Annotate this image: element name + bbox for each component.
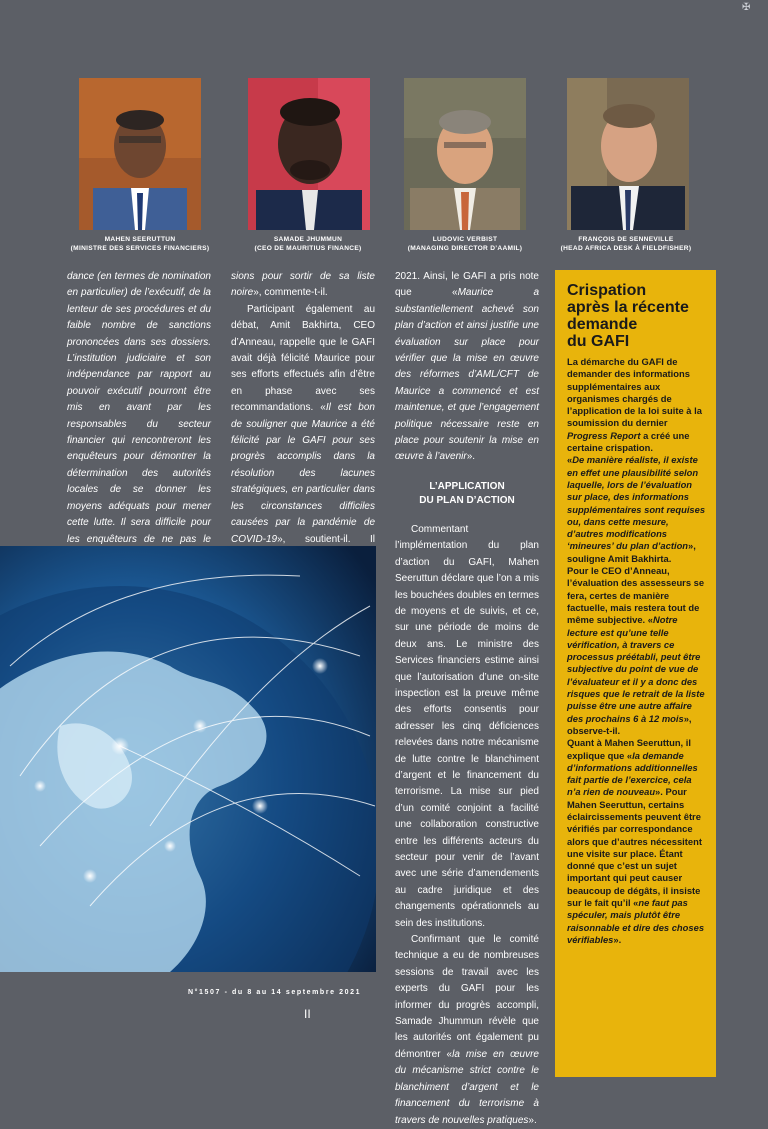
- caption-mahen-seeruttun: [45, 236, 235, 253]
- photo-francois-de-senneville: [567, 78, 689, 230]
- caption-role: (MANAGING DIRECTOR D’AAMIL): [407, 244, 523, 252]
- sidebar-title: Crispation après la récente demande du GAFI: [567, 282, 689, 350]
- caption-name: MAHEN SEERUTTUN: [104, 236, 176, 243]
- article-column-3: [395, 269, 539, 1129]
- page-number: II: [304, 1007, 311, 1021]
- column-2-paragraph-2: Participant également au débat, Amit Bakhirta, CEO d’Anneau, rappelle que le GAFI avait déjà félicité Maurice pour ses efforts effectués afin d’être en phase avec ses recommandations. «Il est bon de souligner que Maurice a été félicité par le GAFI pour ses progrès accomplis dans la résolution des lacunes stratégiques, en particulier dans les circonstances difficiles causées par la pandémie de COVID-19», soutient-il. Il: [231, 303, 375, 545]
- photo-samade-jhummun: [248, 78, 370, 230]
- globe-network-image: [0, 546, 376, 972]
- photo-mahen-seeruttun: [79, 78, 201, 230]
- column-1-paragraph: dance (en termes de nomination en particulier) de l’exécutif, de la lenteur de ses procédures et du faible nombre de sanctions prononcées dans ses dossiers. L’institution judiciaire et son indépendance par rapport au pouvoir exécutif pourront être mis en avant par les responsables du secteur financier qui rencontreront les enquêteurs pour démontrer la détermination des autorités locales de se donner les moyens adéquats pour mener cette lutte. Il sera difficile pour les enquêteurs de ne pas le: [67, 271, 211, 545]
- caption-role: (MINISTRE DES SERVICES FINANCIERS): [70, 244, 210, 252]
- corner-crop-mark: ✠: [742, 2, 751, 13]
- column-3-paragraph-2: Commentant l’implémentation du plan d’action du GAFI, Mahen Seeruttun déclare que l’on a mis les bouchées doubles en termes de moyens et de suivis, et ce, sur une période de moins de deux ans. Le ministre des Services financiers estime ainsi que l’autorisation d’une on-site inspection est la preuve même des efforts consentis pour adresser les cinq déficiences relevées dans notre mécanisme de lutte contre le blanchiment d’argent et le financement du terrorisme. La mise sur pied d’un comité conjoint a facilité une collaboration constructive entre les différents acteurs du secteur pour venir de l’avant avec une série d’amendements au cadre juridique et des changements opérationnels au sein des institutions.: [395, 523, 539, 929]
- caption-name: FRANÇOIS DE SENNEVILLE: [578, 236, 674, 243]
- caption-role: (HEAD AFRICA DESK À FIELDFISHER): [560, 244, 692, 252]
- sidebar-text: La démarche du GAFI de demander des informations supplémentaires aux organismes chargés de l’application de la loi suite à la soumission du dernier Progress Report a créé une certaine crispation. «De manière réaliste, il existe en effet une plausibilité selon laquelle, lors de l’évaluation sur place, des informations supplémentaires sont requises ou, dans cette mesure, d’autres modifications ‘mineures’ du plan d’action», souligne Amit Bakhirta. Pour le CEO d’Anneau, l’évaluation des assesseurs se fera, certes de manière factuelle, mais restera tout de même subjective. «Notre lecture est qu’une telle vérification, à travers ce processus préétabli, peut être subjective du point de vue de l’évaluateur et il y a donc des risques que le retrait de la liste puisse être une autre affaire des prochains 6 à 12 mois», observe-t-il. Quant à Mahen Seeruttun, il explique que «la demande d’informations additionnelles fait partie de l’exercice, cela n’a rien de nouveau». Pour Mahen Seeruttun, certains éclaircissements peuvent être vérifiés par correspondance alors que d’autres nécessitent une visite sur place. Étant donné que c’est un sujet important qui peut causer beaucoup de dégâts, il insiste sur le fait qu’il «ne faut pas spéculer, mais plutôt être raisonnable et dire des choses vérifiables».: [567, 356, 706, 945]
- caption-name: LUDOVIC VERBIST: [432, 236, 498, 243]
- photo-ludovic-verbist: [404, 78, 526, 230]
- sidebar-box: [555, 270, 716, 1077]
- caption-francois-de-senneville: [531, 236, 721, 253]
- caption-role: (CEO DE MAURITIUS FINANCE): [254, 244, 362, 252]
- section-heading: L’APPLICATION DU PLAN D’ACTION: [419, 480, 515, 506]
- footer-issue-line: N°1507 - du 8 au 14 septembre 2021: [188, 989, 362, 996]
- caption-name: SAMADE JHUMMUN: [273, 236, 343, 243]
- column-2-paragraph-1: sions pour sortir de sa liste noire», commente-t-il.: [231, 271, 375, 299]
- column-3-paragraph-3: Confirmant que le comité technique a eu de nombreuses sessions de travail avec les experts du GAFI pour les informer du progrès accompli, Samade Jhummun révèle que les autorités ont également pu démontrer «la mise en œuvre du mécanisme strict contre le blanchiment d’argent et le financement du terrorisme à travers de nouvelles pratiques».: [395, 934, 539, 1126]
- column-3-paragraph-1: 2021. Ainsi, le GAFI a pris note que «Maurice a substantiellement achevé son plan d’action et ainsi justifie une évaluation sur place pour vérifier que la mise en œuvre des réformes d’AML/CFT de Maurice a commencé et est maintenue, et que l’engagement politique nécessaire reste en place pour soutenir la mise en œuvre à l’avenir».: [395, 271, 539, 463]
